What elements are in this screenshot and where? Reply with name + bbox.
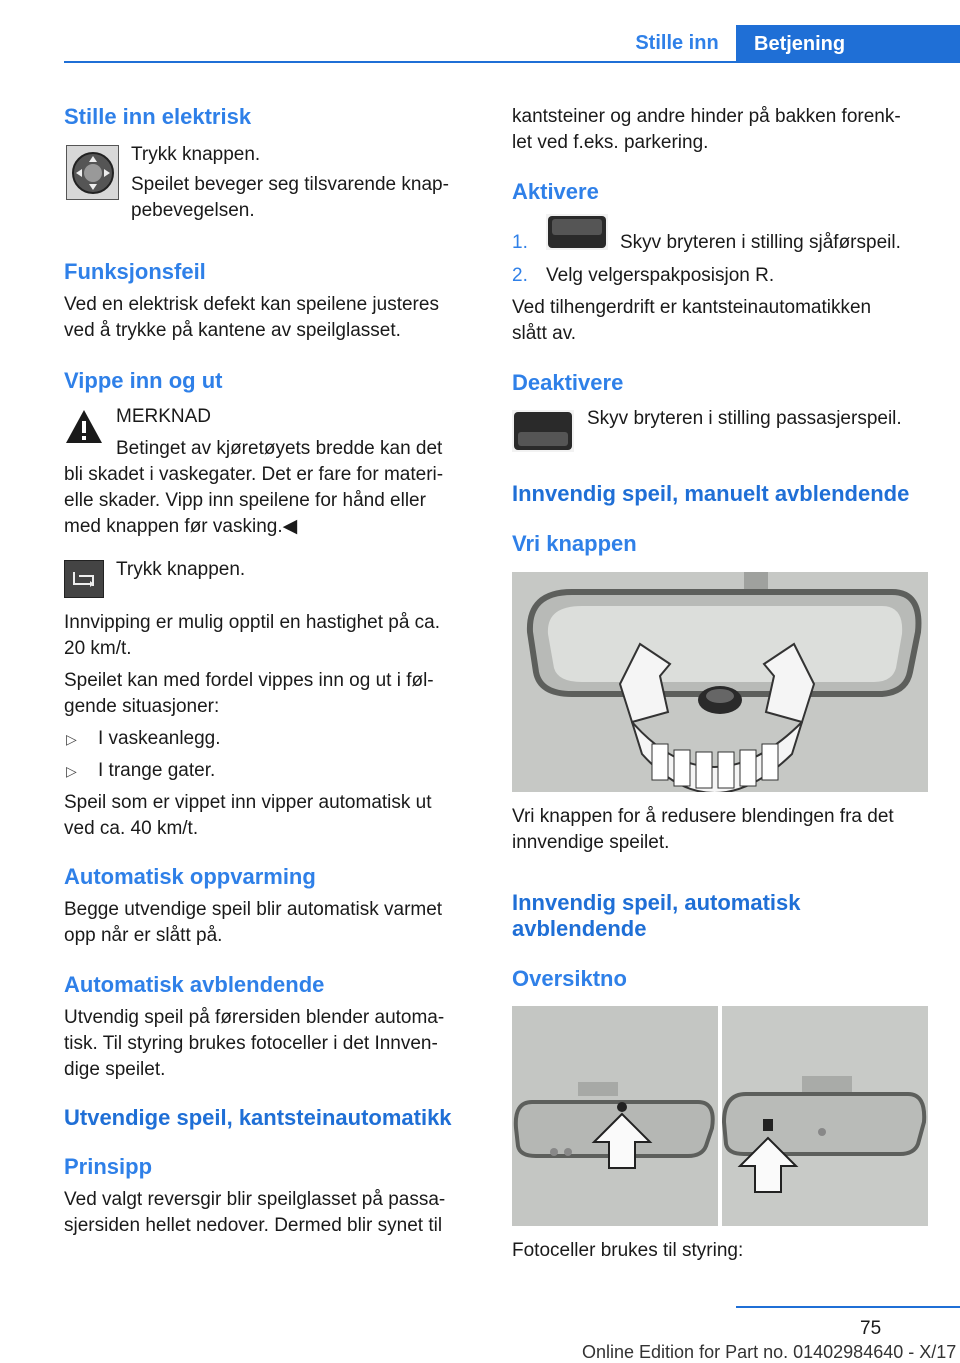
paragraph: Speilet beveger seg tilsvarende knap‐ [131,174,449,195]
note-label: MERKNAD [116,406,212,427]
paragraph: Ved en elektrisk defekt kan speilene justeres [64,294,439,315]
footer-edition: Online Edition for Part no. 01402984640 - X/17 [582,1342,957,1362]
paragraph: Ved valgt reversgir blir speilglasset på passa‐ [64,1189,446,1210]
section-title-kantsteinautomatikk: Utvendige speil, kantsteinautomatikk [64,1105,452,1130]
warning-icon [64,408,104,446]
header-tab-betjening[interactable]: Betjening [736,25,960,63]
paragraph: Trykk knappen. [116,559,246,580]
paragraph: elle skader. Vipp inn speilene for hånd eller [64,490,426,511]
header-tab-stille-inn[interactable]: Stille inn [635,32,719,54]
paragraph: tisk. Til styring brukes fotoceller i det Innven‐ [64,1033,438,1054]
bullet-marker: ▷ [66,731,77,747]
section-title-automatisk-avblendende: Automatisk avblendende [64,972,325,997]
paragraph: let ved f.eks. parkering. [512,132,709,153]
step-number: 2. [512,265,528,286]
paragraph: bli skadet i vaskegater. Det er fare for materi‐ [64,464,444,485]
caption: Fotoceller brukes til styring: [512,1240,744,1261]
paragraph: Utvendig speil på førersiden blender automa‐ [64,1007,445,1028]
section-title-innvendig-automatisk-2: avblendende [512,916,647,941]
list-item: I trange gater. [98,760,216,781]
paragraph: 20 km/t. [64,638,132,659]
paragraph: Innvipping er mulig opptil en hastighet på ca. [64,612,441,633]
section-title-deaktivere: Deaktivere [512,370,624,395]
photocells-photo [512,1006,928,1226]
paragraph: gende situasjoner: [64,696,220,717]
bullet-marker: ▷ [66,763,77,779]
section-title-automatisk-oppvarming: Automatisk oppvarming [64,864,316,889]
section-title-vippe-inn-og-ut: Vippe inn og ut [64,368,223,393]
paragraph: slått av. [512,323,577,344]
section-title-innvendig-automatisk-1: Innvendig speil, automatisk [512,890,801,915]
paragraph: pebevegelsen. [131,200,255,221]
paragraph: Speil som er vippet inn vipper automatisk ut [64,792,432,813]
caption: innvendige speilet. [512,832,670,853]
paragraph: Skyv bryteren i stilling passasjerspeil. [587,408,902,429]
mirror-adjust-icon [66,145,119,200]
paragraph: Ved tilhengerdrift er kantsteinautomatikken [512,297,872,318]
switch-driver-icon [546,214,608,250]
section-title-oversiktno: Oversiktno [512,966,627,991]
mirror-knob-photo [512,572,928,792]
switch-passenger-icon [512,410,574,452]
section-title-stille-inn-elektrisk: Stille inn elektrisk [64,104,252,129]
paragraph: opp når er slått på. [64,925,223,946]
section-title-vri-knappen: Vri knappen [512,531,637,556]
list-item: Skyv bryteren i stilling sjåførspeil. [620,232,901,253]
caption: Vri knappen for å redusere blendingen fra det [512,806,894,827]
section-title-innvendig-manuelt: Innvendig speil, manuelt avblendende [512,481,910,506]
paragraph: dige speilet. [64,1059,166,1080]
paragraph: med knappen før vasking.◀ [64,516,298,537]
list-item: Velg velgerspakposisjon R. [546,265,775,286]
paragraph: Begge utvendige speil blir automatisk varmet [64,899,443,920]
list-item: I vaskeanlegg. [98,728,221,749]
step-number: 1. [512,232,528,253]
page-number: 75 [860,1318,882,1339]
paragraph: sjersiden hellet nedover. Dermed blir synet til [64,1215,443,1236]
fold-mirror-icon [64,560,104,598]
header-rule [64,61,960,63]
paragraph: ved ca. 40 km/t. [64,818,199,839]
footer-rule [736,1306,960,1308]
section-title-funksjonsfeil: Funksjonsfeil [64,259,206,284]
section-title-prinsipp: Prinsipp [64,1154,153,1179]
section-title-aktivere: Aktivere [512,179,599,204]
paragraph: ved å trykke på kantene av speilglasset. [64,320,401,341]
paragraph: Betinget av kjøretøyets bredde kan det [116,438,443,459]
paragraph: Speilet kan med fordel vippes inn og ut i føl‐ [64,670,434,691]
paragraph: Trykk knappen. [131,144,261,165]
paragraph: kantsteiner og andre hinder på bakken forenk‐ [512,106,901,127]
